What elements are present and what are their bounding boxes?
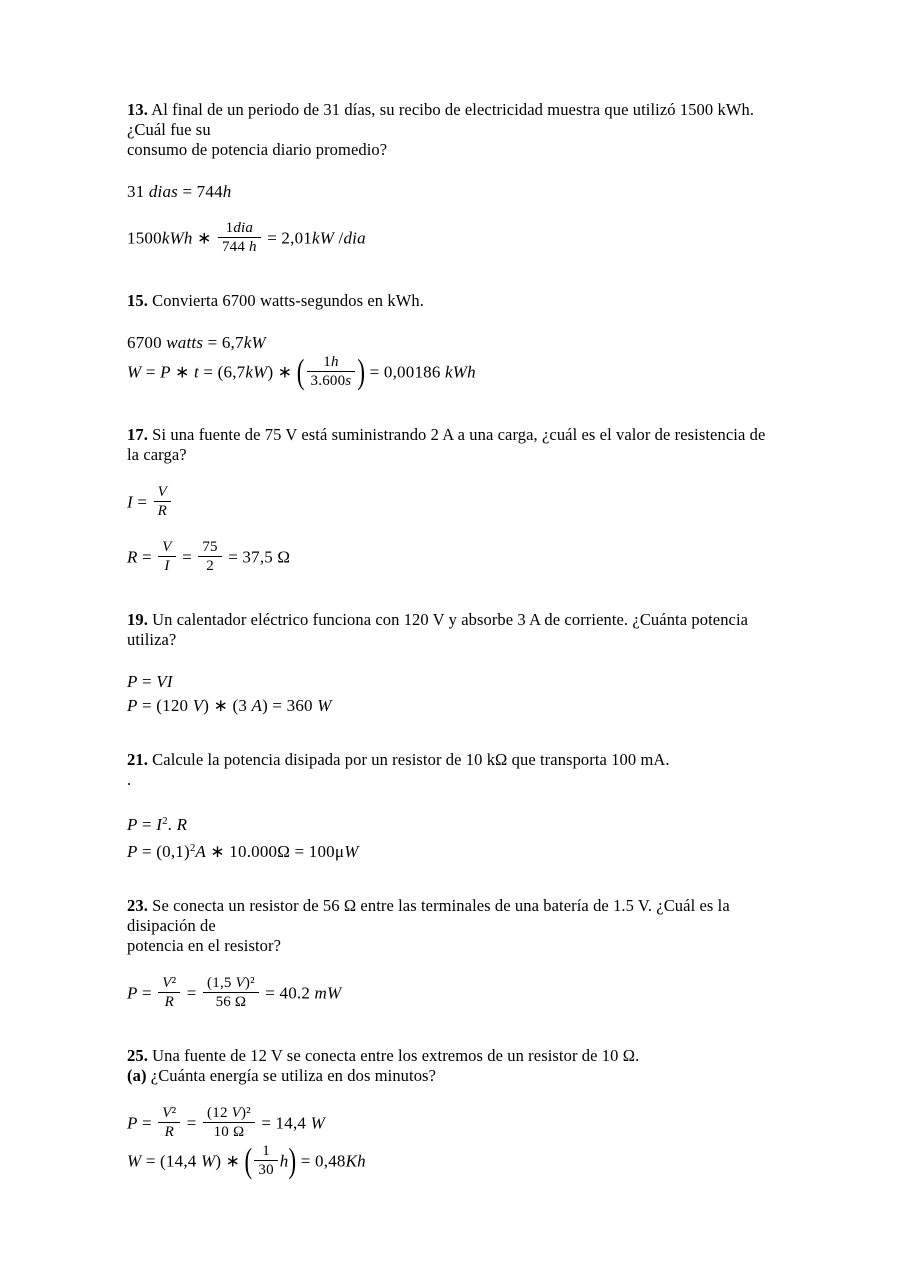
math-text: W = (14,4 W) ∗: [127, 1151, 245, 1171]
problem-statement: [127, 610, 795, 650]
problem-number: (a): [127, 1066, 147, 1085]
equation-group: [127, 332, 795, 391]
problem-23: [127, 896, 795, 1012]
statement-text: ¿Cuál fue su: [127, 120, 211, 139]
problem-number: 25.: [127, 1046, 148, 1065]
equations: [127, 1107, 795, 1180]
statement-text: Se conecta un resistor de 56 Ω entre las terminales de una batería de 1.5 V. ¿Cuál es la: [147, 896, 730, 915]
equation-group: [127, 811, 795, 862]
equation-line: [127, 838, 795, 862]
equations: [127, 671, 795, 716]
fraction: [254, 1143, 277, 1178]
problem-17: [127, 425, 795, 576]
math-text: =: [182, 1113, 202, 1133]
fraction: [158, 539, 175, 574]
problem-statement: [127, 750, 795, 790]
math-text: 6700 watts = 6,7kW: [127, 333, 266, 352]
fraction: [158, 975, 180, 1010]
statement-text: disipación de: [127, 916, 216, 935]
big-parenthesis: ): [288, 1141, 297, 1180]
math-text: R =: [127, 547, 157, 567]
equation-line: [127, 332, 795, 353]
statement-text: Convierta 6700 watts-segundos en kWh.: [147, 291, 424, 310]
equation-line: [127, 977, 795, 1012]
equation-group: [127, 541, 795, 576]
problem-statement-line: [127, 445, 795, 465]
problem-13: [127, 100, 795, 257]
statement-text: utiliza?: [127, 630, 177, 649]
statement-text: Una fuente de 12 V se conecta entre los extremos de un resistor de 10 Ω.: [147, 1046, 640, 1065]
fraction-numerator: V²: [158, 975, 180, 993]
fraction: [203, 1105, 255, 1140]
problem-number: 15.: [127, 291, 148, 310]
statement-text: .: [127, 770, 132, 789]
problem-25: [127, 1046, 795, 1180]
math-text: W = P ∗ t = (6,7kW) ∗: [127, 362, 297, 382]
equation-line: [127, 1141, 795, 1180]
fraction-denominator: R: [164, 994, 174, 1010]
statement-text: ¿Cuánta energía se utiliza en dos minutos?: [146, 1066, 437, 1085]
problem-statement: [127, 291, 795, 311]
fraction-denominator: I: [164, 558, 170, 574]
statement-text: potencia en el resistor?: [127, 936, 282, 955]
problem-statement-line: [127, 100, 795, 120]
math-text: = 40.2 mW: [260, 983, 342, 1003]
math-text: P = (0,1): [127, 842, 190, 861]
math-text: P = I: [127, 815, 163, 834]
math-text: 1500kWh ∗: [127, 228, 216, 248]
big-parenthesis: ): [357, 352, 366, 391]
equation-line: [127, 811, 795, 835]
equation-line: [127, 671, 795, 692]
math-text: . R: [167, 815, 188, 834]
equation-group: [127, 977, 795, 1012]
big-parenthesis: (: [296, 352, 305, 391]
fraction-denominator: 10 Ω: [213, 1124, 245, 1140]
problem-statement-line: [127, 916, 795, 936]
statement-text: Un calentador eléctrico funciona con 120 V y absorbe 3 A de corriente. ¿Cuánta potencia: [147, 610, 749, 629]
fraction-numerator: 1dia: [218, 220, 261, 238]
equations: [127, 486, 795, 576]
fraction: [198, 539, 221, 574]
equation-line: [127, 486, 795, 521]
problem-statement-line: [127, 1066, 795, 1086]
math-text: P =: [127, 1113, 157, 1133]
fraction-denominator: 56 Ω: [215, 994, 247, 1010]
math-text: A ∗ 10.000Ω = 100μW: [195, 842, 359, 861]
problem-statement-line: [127, 1046, 795, 1066]
fraction-numerator: (1,5 V)²: [203, 975, 259, 993]
statement-text: consumo de potencia diario promedio?: [127, 140, 388, 159]
math-text: 31 dias = 744h: [127, 182, 232, 201]
math-text: = 37,5 Ω: [223, 547, 291, 567]
equation-group: [127, 1107, 795, 1180]
math-text: =: [182, 983, 202, 1003]
equations: [127, 811, 795, 862]
fraction-numerator: 75: [198, 539, 221, 557]
problem-statement-line: [127, 630, 795, 650]
equation-line: [127, 695, 795, 716]
superscript: 2: [189, 842, 196, 854]
statement-text: Al final de un periodo de 31 días, su recibo de electricidad muestra que utilizó 1500 kWh.: [147, 100, 755, 119]
fraction-numerator: V²: [158, 1105, 180, 1123]
problem-statement-line: [127, 770, 795, 790]
fraction-denominator: R: [157, 503, 167, 519]
problem-number: 23.: [127, 896, 148, 915]
equations: [127, 977, 795, 1012]
equations: [127, 332, 795, 391]
problem-statement: [127, 425, 795, 465]
problem-21: [127, 750, 795, 862]
fraction-numerator: 1h: [307, 354, 356, 372]
math-text: = 0,00186 kWh: [365, 362, 476, 382]
math-text: =: [177, 547, 197, 567]
statement-text: la carga?: [127, 445, 187, 464]
equation-line: [127, 181, 795, 202]
equation-group: [127, 222, 795, 257]
problem-15: [127, 291, 795, 391]
fraction: [307, 354, 356, 389]
fraction-numerator: 1: [254, 1143, 277, 1161]
problem-statement-line: [127, 120, 795, 140]
problem-statement-line: [127, 610, 795, 630]
fraction-numerator: (12 V)²: [203, 1105, 255, 1123]
math-text: P =: [127, 983, 157, 1003]
problem-statement: [127, 1046, 795, 1086]
statement-text: Calcule la potencia disipada por un resistor de 10 kΩ que transporta 100 mA.: [147, 750, 670, 769]
math-text: = 2,01kW /dia: [262, 228, 366, 248]
problem-number: 19.: [127, 610, 148, 629]
equation-line: [127, 222, 795, 257]
fraction-numerator: V: [158, 539, 175, 557]
problem-statement-line: [127, 936, 795, 956]
math-text: = 14,4 W: [256, 1113, 325, 1133]
statement-text: Si una fuente de 75 V está suministrando 2 A a una carga, ¿cuál es el valor de resistencia de: [147, 425, 766, 444]
fraction-denominator: 3.600s: [310, 373, 352, 389]
problem-statement-line: [127, 750, 795, 770]
equations: [127, 181, 795, 257]
equation-line: [127, 1107, 795, 1142]
problem-statement: [127, 896, 795, 956]
math-text: I =: [127, 492, 152, 512]
problem-statement-line: [127, 291, 795, 311]
problem-number: 17.: [127, 425, 148, 444]
problem-statement-line: [127, 425, 795, 445]
big-parenthesis: (: [244, 1141, 253, 1180]
fraction-denominator: 2: [206, 558, 214, 574]
math-text: P = (120 V) ∗ (3 A) = 360 W: [127, 696, 332, 715]
fraction: [154, 484, 171, 519]
math-text: P = VI: [127, 672, 173, 691]
math-text: = 0,48Kh: [296, 1151, 366, 1171]
fraction: [218, 220, 261, 255]
equation-group: [127, 671, 795, 716]
problem-19: [127, 610, 795, 716]
equation-group: [127, 486, 795, 521]
math-text: h: [279, 1151, 289, 1171]
problem-number: 21.: [127, 750, 148, 769]
fraction-denominator: R: [164, 1124, 174, 1140]
equation-group: [127, 181, 795, 202]
problem-statement-line: [127, 140, 795, 160]
equation-line: [127, 541, 795, 576]
fraction-denominator: 744 h: [221, 239, 257, 255]
problem-number: 13.: [127, 100, 148, 119]
problem-statement-line: [127, 896, 795, 916]
fraction: [203, 975, 259, 1010]
superscript: 2: [162, 815, 168, 827]
problem-statement: [127, 100, 795, 160]
fraction: [158, 1105, 180, 1140]
fraction-numerator: V: [154, 484, 171, 502]
equation-line: [127, 352, 795, 391]
fraction-denominator: 30: [258, 1162, 274, 1178]
